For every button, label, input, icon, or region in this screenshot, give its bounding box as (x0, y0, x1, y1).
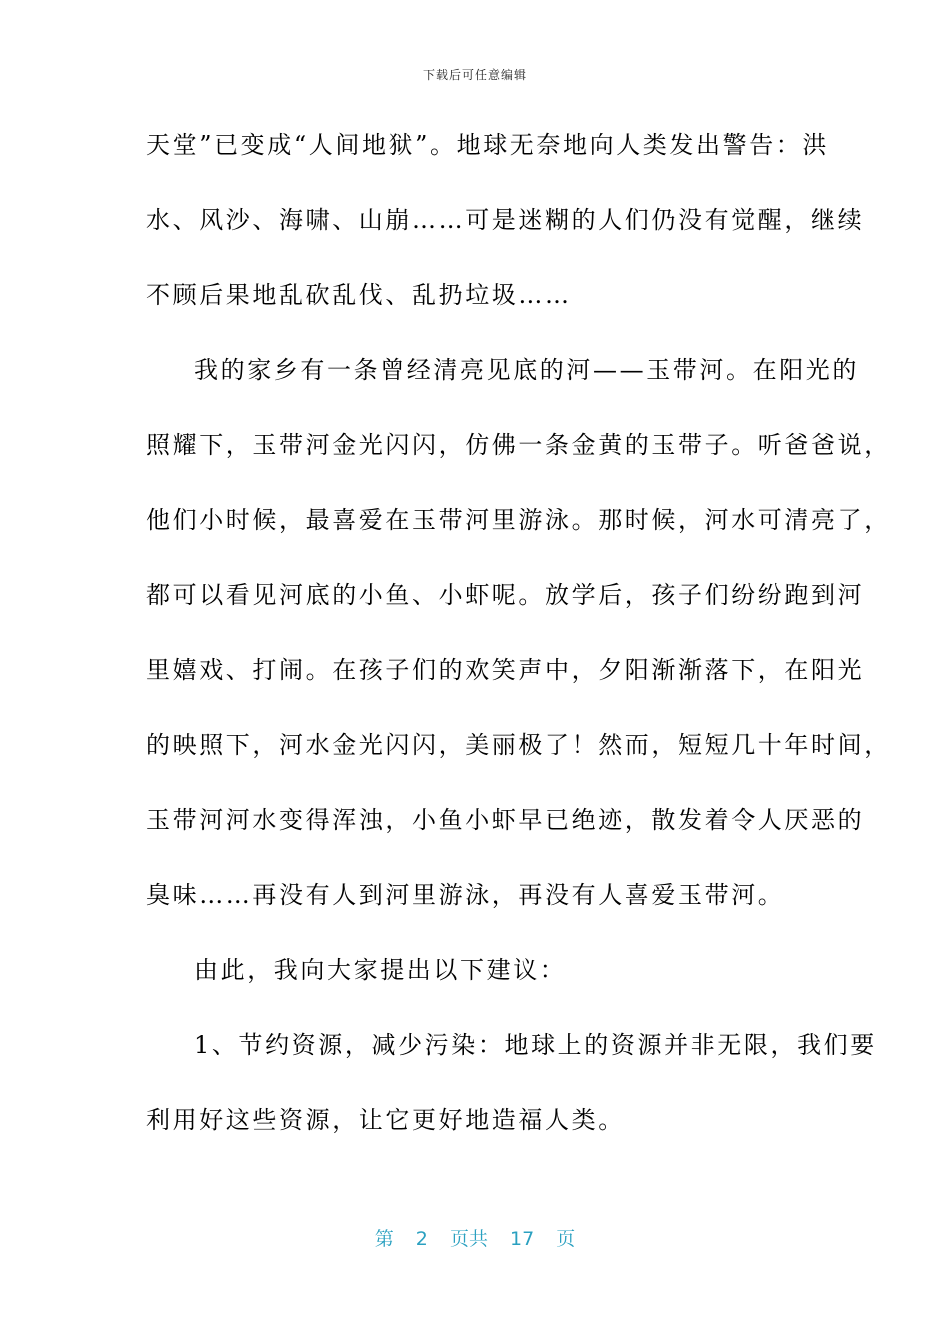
text-line: 不顾后果地乱砍乱伐、乱扔垃圾…… (146, 281, 572, 309)
text-line: 玉带河河水变得浑浊，小鱼小虾早已绝迹，散发着令人厌恶的 (146, 806, 865, 834)
footer-total-pages: 17 (510, 1228, 535, 1250)
text-line: 臭味……再没有人到河里游泳，再没有人喜爱玉带河。 (146, 881, 785, 909)
text-line: 里嬉戏、打闹。在孩子们的欢笑声中，夕阳渐渐落下，在阳光 (146, 656, 865, 684)
paragraph-start-line: 1、节约资源，减少污染：地球上的资源并非无限，我们要 (194, 1031, 877, 1059)
footer-suffix: 页 (556, 1228, 576, 1250)
footer-middle: 页共 (449, 1228, 488, 1250)
page-footer (0, 1224, 950, 1251)
paragraph-start-line: 由此，我向大家提出以下建议： (194, 956, 567, 984)
text-line: 都可以看见河底的小鱼、小虾呢。放学后，孩子们纷纷跑到河 (146, 581, 865, 609)
document-body (146, 108, 891, 1158)
text-line: 水、风沙、海啸、山崩……可是迷糊的人们仍没有觉醒，继续 (146, 206, 865, 234)
page-header-note: 下载后可任意编辑 (422, 68, 527, 82)
footer-current-page: 2 (415, 1228, 428, 1250)
text-line: 照耀下，玉带河金光闪闪，仿佛一条金黄的玉带子。听爸爸说， (146, 431, 891, 459)
footer-prefix: 第 (374, 1228, 394, 1250)
text-line: 他们小时候，最喜爱在玉带河里游泳。那时候，河水可清亮了， (146, 506, 891, 534)
paragraph-start-line: 我的家乡有一条曾经清亮见底的河——玉带河。在阳光的 (194, 356, 859, 384)
text-line: 天堂”已变成“人间地狱”。地球无奈地向人类发出警告：洪 (146, 131, 830, 159)
text-line: 利用好这些资源，让它更好地造福人类。 (146, 1106, 625, 1134)
text-line: 的映照下，河水金光闪闪，美丽极了！然而，短短几十年时间， (146, 731, 891, 759)
